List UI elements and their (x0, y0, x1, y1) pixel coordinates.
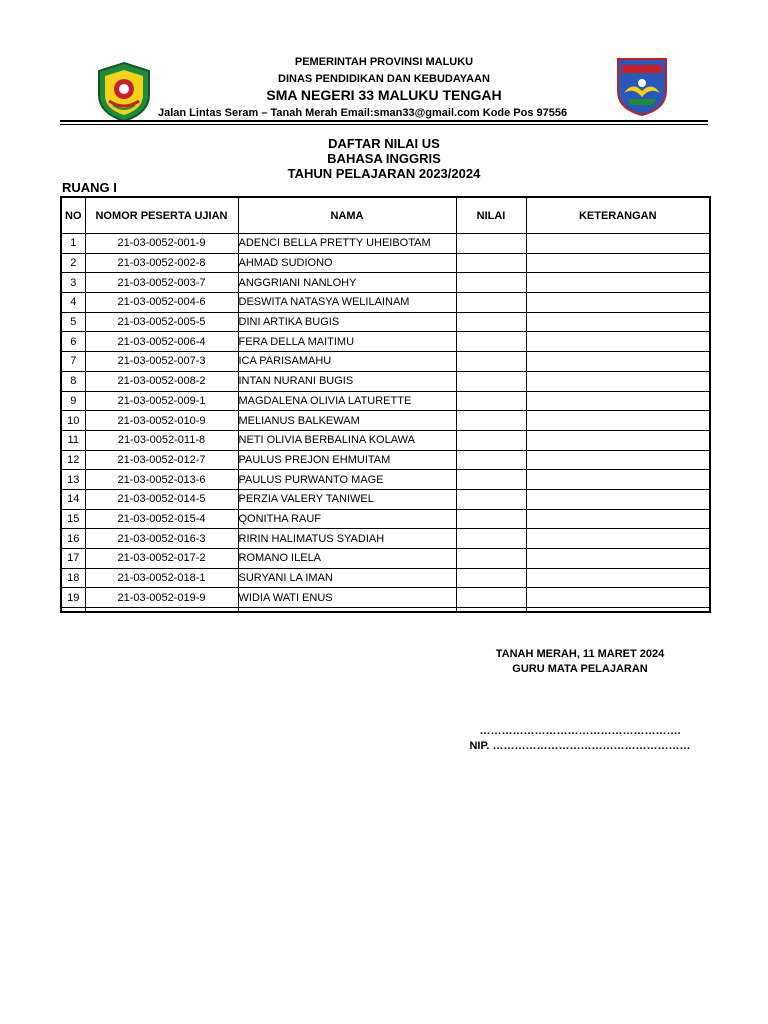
header-government: PEMERINTAH PROVINSI MALUKU (294, 56, 474, 68)
header-department: DINAS PENDIDIKAN DAN KEBUDAYAAN (278, 73, 490, 85)
cell-no: 7 (61, 352, 85, 372)
cell-keterangan (526, 234, 710, 254)
table-row (61, 568, 710, 588)
table-row (61, 549, 710, 569)
cell-nomor-peserta: 21-03-0052-009-1 (85, 391, 238, 411)
cell-no: 15 (61, 509, 85, 529)
cell-nilai (456, 371, 526, 391)
cell-keterangan (526, 293, 710, 313)
table-row (61, 332, 710, 352)
col-header-keterangan: KETERANGAN (526, 197, 710, 234)
cell-keterangan (526, 273, 710, 293)
cell-nilai (456, 430, 526, 450)
cell-nomor-peserta: 21-03-0052-010-9 (85, 411, 238, 431)
cell-keterangan (526, 253, 710, 273)
cell-no: 10 (61, 411, 85, 431)
header-divider-thin (60, 124, 708, 125)
cell-keterangan (526, 509, 710, 529)
table-row (61, 470, 710, 490)
cell-nilai (456, 411, 526, 431)
cell-nomor-peserta: 21-03-0052-005-5 (85, 312, 238, 332)
cell-nilai (456, 489, 526, 509)
col-header-nama: NAMA (238, 197, 456, 234)
cell-keterangan (526, 430, 710, 450)
cell-no: 1 (61, 234, 85, 254)
cell-keterangan (526, 549, 710, 569)
cell-no: 14 (61, 489, 85, 509)
cell-nilai (456, 588, 526, 608)
table-row (61, 411, 710, 431)
cell-keterangan (526, 470, 710, 490)
cell-nilai (456, 529, 526, 549)
cell-keterangan (526, 391, 710, 411)
document-academic-year: TAHUN PELAJARAN 2023/2024 (287, 166, 481, 181)
header-school-name: SMA NEGERI 33 MALUKU TENGAH (266, 87, 502, 103)
cell-nilai (456, 273, 526, 293)
signature-place-date: TANAH MERAH, 11 MARET 2024 (495, 648, 665, 660)
table-header-row (61, 197, 710, 234)
cell-nomor-peserta: 21-03-0052-014-5 (85, 489, 238, 509)
cell-nomor-peserta: 21-03-0052-003-7 (85, 273, 238, 293)
filler-cell (85, 608, 238, 613)
cell-nama: FERA DELLA MAITIMU (238, 332, 456, 352)
cell-nilai (456, 450, 526, 470)
document-title: DAFTAR NILAI US (328, 136, 440, 151)
cell-nama: AHMAD SUDIONO (238, 253, 456, 273)
cell-keterangan (526, 332, 710, 352)
table-row (61, 293, 710, 313)
cell-nilai (456, 352, 526, 372)
table-filler-row (61, 608, 710, 613)
cell-nama: ROMANO ILELA (238, 549, 456, 569)
filler-cell (526, 608, 710, 613)
room-label: RUANG I (62, 180, 117, 195)
cell-keterangan (526, 411, 710, 431)
table-row (61, 371, 710, 391)
cell-nomor-peserta: 21-03-0052-006-4 (85, 332, 238, 352)
cell-nama: DINI ARTIKA BUGIS (238, 312, 456, 332)
col-header-nomor-peserta: NOMOR PESERTA UJIAN (85, 197, 238, 234)
table-row (61, 352, 710, 372)
cell-keterangan (526, 489, 710, 509)
header-divider-thick (60, 120, 708, 122)
cell-nama: MAGDALENA OLIVIA LATURETTE (238, 391, 456, 411)
table-row (61, 430, 710, 450)
cell-nilai (456, 470, 526, 490)
cell-nilai (456, 568, 526, 588)
cell-nilai (456, 234, 526, 254)
table-row (61, 588, 710, 608)
cell-no: 18 (61, 568, 85, 588)
cell-no: 19 (61, 588, 85, 608)
cell-nama: MELIANUS BALKEWAM (238, 411, 456, 431)
cell-nama: ADENCI BELLA PRETTY UHEIBOTAM (238, 234, 456, 254)
cell-nama: WIDIA WATI ENUS (238, 588, 456, 608)
table-row (61, 234, 710, 254)
grades-table (60, 196, 711, 613)
table-row (61, 391, 710, 411)
cell-no: 4 (61, 293, 85, 313)
cell-nama: INTAN NURANI BUGIS (238, 371, 456, 391)
signature-role: GURU MATA PELAJARAN (512, 663, 648, 675)
cell-nomor-peserta: 21-03-0052-004-6 (85, 293, 238, 313)
cell-no: 3 (61, 273, 85, 293)
cell-no: 8 (61, 371, 85, 391)
cell-nomor-peserta: 21-03-0052-018-1 (85, 568, 238, 588)
cell-nilai (456, 293, 526, 313)
cell-nama: ICA PARISAMAHU (238, 352, 456, 372)
table-row (61, 312, 710, 332)
cell-nilai (456, 509, 526, 529)
cell-no: 13 (61, 470, 85, 490)
table-row (61, 450, 710, 470)
cell-nilai (456, 253, 526, 273)
table-row (61, 529, 710, 549)
cell-nomor-peserta: 21-03-0052-016-3 (85, 529, 238, 549)
signature-name-line: ………………………………………………. (479, 725, 681, 737)
cell-keterangan (526, 529, 710, 549)
cell-nama: NETI OLIVIA BERBALINA KOLAWA (238, 430, 456, 450)
cell-nomor-peserta: 21-03-0052-007-3 (85, 352, 238, 372)
col-header-no: NO (61, 197, 85, 234)
cell-nilai (456, 391, 526, 411)
cell-keterangan (526, 568, 710, 588)
cell-no: 6 (61, 332, 85, 352)
cell-nama: DESWITA NATASYA WELILAINAM (238, 293, 456, 313)
cell-nomor-peserta: 21-03-0052-015-4 (85, 509, 238, 529)
cell-nama: ANGGRIANI NANLOHY (238, 273, 456, 293)
cell-nama: PAULUS PREJON EHMUITAM (238, 450, 456, 470)
cell-nomor-peserta: 21-03-0052-001-9 (85, 234, 238, 254)
cell-nomor-peserta: 21-03-0052-002-8 (85, 253, 238, 273)
cell-no: 11 (61, 430, 85, 450)
cell-no: 16 (61, 529, 85, 549)
cell-nomor-peserta: 21-03-0052-019-9 (85, 588, 238, 608)
header-address: Jalan Lintas Seram – Tanah Merah Email:sman33@gmail.com Kode Pos 97556 (158, 107, 568, 119)
table-body (61, 234, 710, 613)
cell-keterangan (526, 312, 710, 332)
cell-keterangan (526, 352, 710, 372)
filler-cell (238, 608, 456, 613)
cell-no: 5 (61, 312, 85, 332)
table-row (61, 273, 710, 293)
cell-nilai (456, 332, 526, 352)
filler-cell (456, 608, 526, 613)
signature-nip-line: NIP. ……………………………………………… (469, 740, 691, 752)
cell-nilai (456, 549, 526, 569)
cell-nomor-peserta: 21-03-0052-013-6 (85, 470, 238, 490)
col-header-nilai: NILAI (456, 197, 526, 234)
cell-keterangan (526, 588, 710, 608)
cell-nama: PERZIA VALERY TANIWEL (238, 489, 456, 509)
cell-nama: PAULUS PURWANTO MAGE (238, 470, 456, 490)
cell-nama: QONITHA RAUF (238, 509, 456, 529)
cell-no: 17 (61, 549, 85, 569)
cell-no: 9 (61, 391, 85, 411)
document-subject: BAHASA INGGRIS (327, 151, 441, 166)
cell-nama: SURYANI LA IMAN (238, 568, 456, 588)
cell-nomor-peserta: 21-03-0052-017-2 (85, 549, 238, 569)
cell-keterangan (526, 371, 710, 391)
cell-no: 12 (61, 450, 85, 470)
filler-cell (61, 608, 85, 613)
table-row (61, 253, 710, 273)
table-row (61, 489, 710, 509)
cell-nomor-peserta: 21-03-0052-011-8 (85, 430, 238, 450)
cell-nilai (456, 312, 526, 332)
cell-nomor-peserta: 21-03-0052-008-2 (85, 371, 238, 391)
cell-keterangan (526, 450, 710, 470)
cell-nomor-peserta: 21-03-0052-012-7 (85, 450, 238, 470)
cell-no: 2 (61, 253, 85, 273)
table-row (61, 509, 710, 529)
cell-nama: RIRIN HALIMATUS SYADIAH (238, 529, 456, 549)
